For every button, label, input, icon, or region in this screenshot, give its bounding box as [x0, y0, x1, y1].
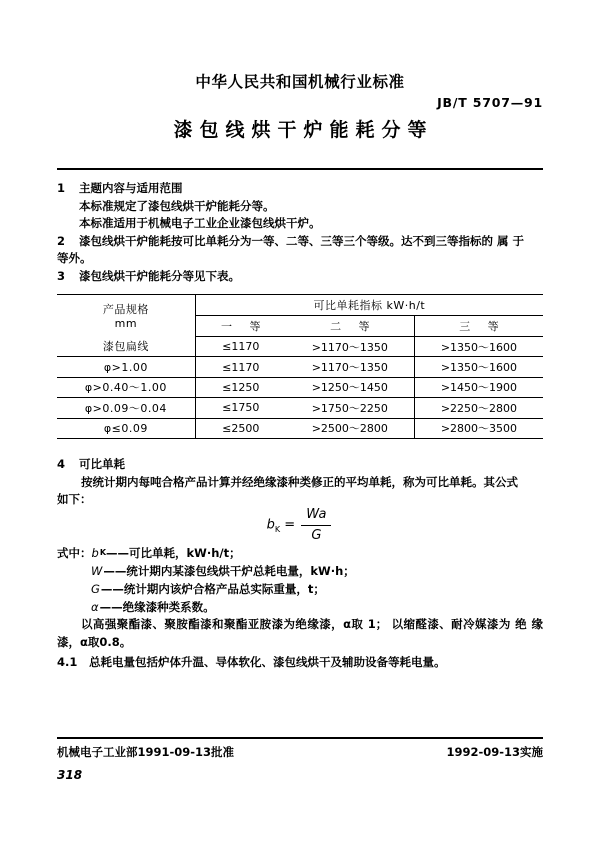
definition-0-symbol: b	[91, 546, 99, 560]
definition-3-symbol: α	[91, 600, 99, 614]
row-2-grade-3: >1450～1900	[414, 377, 543, 397]
issuing-organization: 中华人民共和国机械行业标准	[195, 73, 405, 91]
definition-1-desc: 统计期内某漆包线烘干炉总耗电量，kW·h；	[126, 564, 355, 578]
energy-consumption-table	[57, 294, 543, 439]
spec-header-line-2: mm	[114, 317, 138, 331]
row-2-grade-1: ≤1250	[195, 377, 286, 397]
row-1-grade-1: ≤1170	[195, 357, 286, 377]
definition-2-desc: 统计期内该炉合格产品总实际重量，t；	[123, 582, 325, 596]
clauses-section	[57, 180, 543, 285]
definition-item	[57, 544, 543, 562]
row-3-grade-1: ≤1750	[195, 398, 286, 418]
table-row	[57, 377, 543, 397]
standard-number: JB/T 5707—91	[437, 95, 543, 110]
definitions-lead: 式中：	[57, 546, 92, 560]
row-0-spec: 漆包扁线	[57, 337, 195, 357]
grade-header-3: 三 等	[414, 316, 543, 337]
header-divider	[57, 168, 543, 170]
row-1-grade-3: >1350～1600	[414, 357, 543, 377]
formula-numerator: Wa	[301, 506, 331, 526]
row-3-grade-3: >2250～2800	[414, 398, 543, 418]
document-footer	[57, 744, 543, 760]
row-1-spec: φ>1.00	[57, 357, 195, 377]
definition-item	[57, 562, 543, 580]
row-2-spec: φ>0.40～1.00	[57, 377, 195, 397]
row-0-grade-3: >1350～1600	[414, 337, 543, 357]
table-header-row-1	[57, 295, 543, 316]
clause-4-paragraph: 按统计期内每吨合格产品计算并经绝缘漆种类修正的平均单耗，称为可比单耗。其公式	[81, 474, 518, 489]
grade-header-1: 一 等	[195, 316, 286, 337]
definition-0-text	[106, 544, 543, 562]
formula-lhs-subscript: K	[274, 525, 281, 535]
row-4-grade-1: ≤2500	[195, 418, 286, 438]
formula-lhs-symbol: b	[266, 517, 275, 533]
implementation-text: 1992-09-13实施	[446, 745, 543, 759]
definition-1-text	[103, 562, 543, 580]
row-0-grade-2: >1170～1350	[286, 337, 415, 357]
definition-2-symbol: G	[91, 582, 100, 596]
formula-denominator: G	[311, 527, 322, 543]
alpha-coefficient-paragraph: 以高强聚酯漆、聚胺酯漆和聚酯亚胺漆为绝缘漆，α取 1； 以缩醛漆、耐冷媒漆为 绝 缘漆，α取0.8。	[57, 617, 543, 649]
definition-3-dash: ——	[99, 600, 123, 614]
spec-header-line-1: 产品规格	[102, 303, 149, 317]
clause-4-1	[57, 654, 543, 672]
table-row	[57, 357, 543, 377]
clause-4-paragraph-continued: 如下：	[57, 492, 92, 506]
clause-1-line-2: 本标准适用于机械电子工业企业漆包线烘干炉。	[79, 216, 321, 230]
definition-0-desc: 可比单耗，kW·h/t；	[129, 546, 241, 560]
definition-1-dash: ——	[103, 564, 127, 578]
clause-1-number: 1	[57, 181, 66, 195]
row-0-grade-1: ≤1170	[195, 337, 286, 357]
clause-1	[57, 180, 543, 198]
clause-2-text-continued: 等外。	[57, 251, 92, 265]
clause-4-1-text: 总耗电量包括炉体升温、导体软化、漆包线烘干及辅助设备等耗电量。	[89, 655, 446, 669]
comparable-consumption-formula	[57, 506, 543, 544]
approval-text: 机械电子工业部1991-09-13批准	[57, 745, 235, 759]
row-4-spec: φ≤0.09	[57, 418, 195, 438]
row-2-grade-2: >1250～1450	[286, 377, 415, 397]
clause-3-text: 漆包线烘干炉能耗分等见下表。	[79, 268, 240, 283]
clause-3	[57, 268, 543, 286]
clause-4-heading: 可比单耗	[79, 457, 125, 471]
page-number: 318	[57, 768, 83, 782]
definition-2-text	[101, 580, 543, 598]
spec-header-cell	[57, 295, 195, 337]
definition-item	[57, 598, 543, 616]
clause-1-heading: 主题内容与适用范围	[79, 181, 183, 195]
page-title: 漆包线烘干炉能耗分等	[173, 119, 434, 141]
table-row	[57, 337, 543, 357]
definition-3-desc: 绝缘漆种类系数。	[122, 600, 215, 614]
table-row	[57, 398, 543, 418]
clause-4-1-number: 4.1	[57, 655, 78, 669]
grade-header-2: 二 等	[286, 316, 415, 337]
document-header	[0, 70, 600, 92]
row-4-grade-2: >2500～2800	[286, 418, 415, 438]
clause-3-number: 3	[57, 268, 66, 283]
definition-0-dash: ——	[106, 546, 130, 560]
definition-3-text	[100, 598, 543, 616]
footer-divider	[57, 737, 543, 739]
clause-2	[57, 233, 543, 251]
symbol-definitions	[57, 544, 543, 616]
row-4-grade-3: >2800～3500	[414, 418, 543, 438]
definition-item	[57, 580, 543, 598]
row-3-grade-2: >1750～2250	[286, 398, 415, 418]
row-1-grade-2: >1170～1350	[286, 357, 415, 377]
definition-2-dash: ——	[100, 582, 124, 596]
clause-4	[57, 456, 543, 474]
definition-0-subscript: K	[99, 548, 107, 557]
clause-4-number: 4	[57, 457, 66, 471]
clause-4-section	[57, 456, 543, 669]
definition-1-symbol: W	[91, 564, 103, 578]
formula-equals: =	[284, 517, 296, 533]
clause-1-line-1: 本标准规定了漆包线烘干炉能耗分等。	[79, 198, 275, 213]
row-3-spec: φ>0.09～0.04	[57, 398, 195, 418]
clause-2-number: 2	[57, 233, 66, 248]
clause-2-text: 漆包线烘干炉能耗按可比单耗分为一等、二等、三等三个等级。达不到三等指标的 属 于	[79, 233, 525, 248]
metric-header-cell: 可比单耗指标 kW·h/t	[195, 295, 543, 316]
table-row	[57, 418, 543, 438]
formula-fraction	[301, 506, 331, 544]
